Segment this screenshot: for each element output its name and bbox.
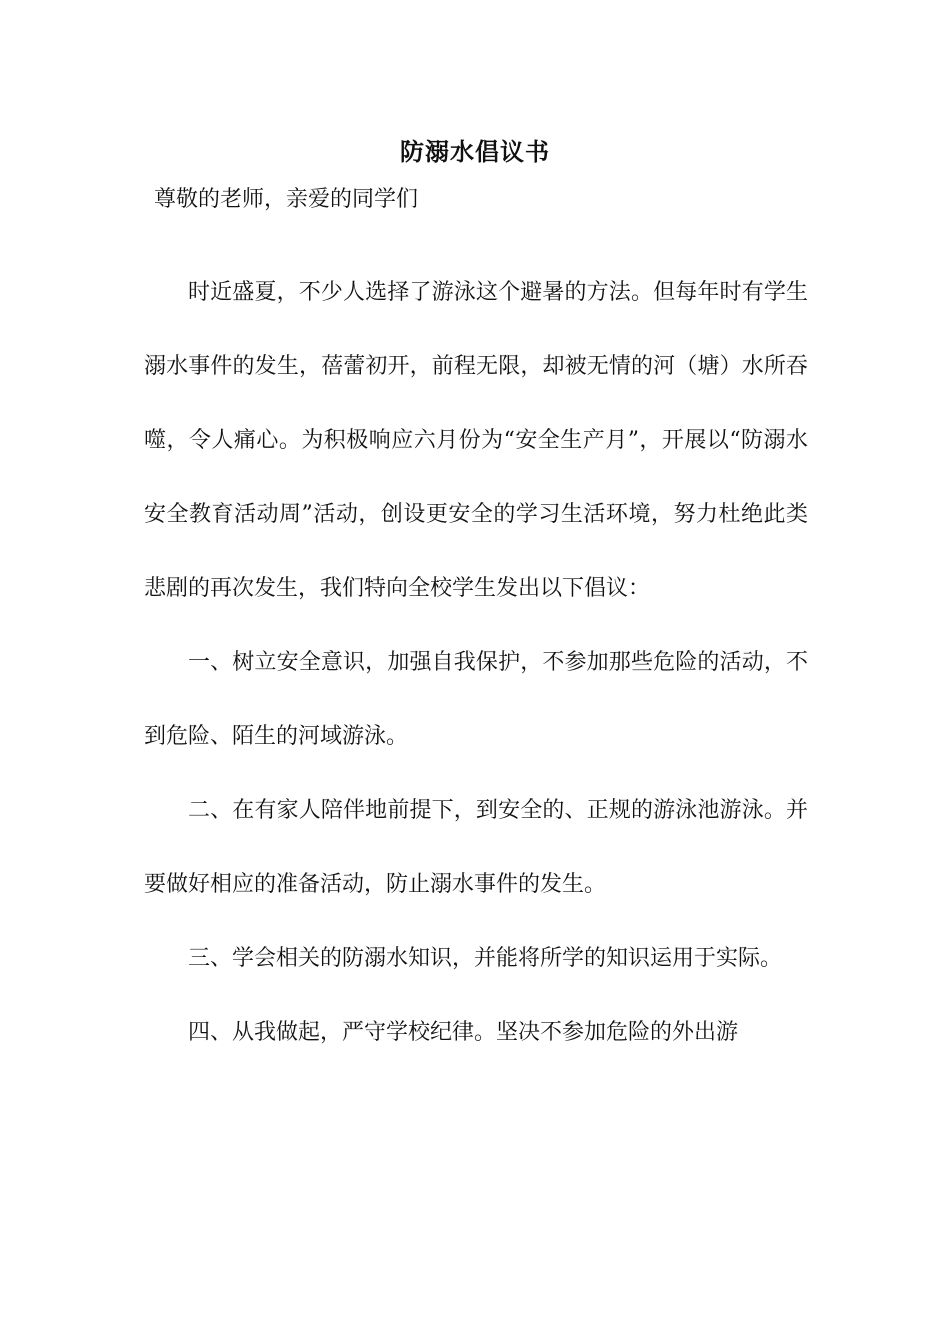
document-body xyxy=(144,256,808,1070)
proposal-item-1: 一、树立安全意识，加强自我保护，不参加那些危险的活动，不到危险、陌生的河域游泳。 xyxy=(144,650,808,749)
salutation: 尊敬的老师，亲爱的同学们 xyxy=(154,187,419,212)
proposal-item-3: 三、学会相关的防溺水知识，并能将所学的知识运用于实际。 xyxy=(188,946,783,971)
intro-paragraph: 时近盛夏，不少人选择了游泳这个避暑的方法。但每年时有学生溺水事件的发生，蓓蕾初开，前程无限，却被无情的河（塘）水所吞噬，令人痛心。为积极响应六月份为“安全生产月”，开展以“防溺水安全教育活动周”活动，创设更安全的学习生活环境，努力杜绝此类悲剧的再次发生，我们特向全校学生发出以下倡议： xyxy=(144,280,808,601)
document-title: 防溺水倡议书 xyxy=(400,137,550,166)
proposal-item-2: 二、在有家人陪伴地前提下，到安全的、正规的游泳池游泳。并要做好相应的准备活动，防止溺水事件的发生。 xyxy=(144,798,808,897)
proposal-item-4: 四、从我做起，严守学校纪律。坚决不参加危险的外出游 xyxy=(188,1020,739,1045)
